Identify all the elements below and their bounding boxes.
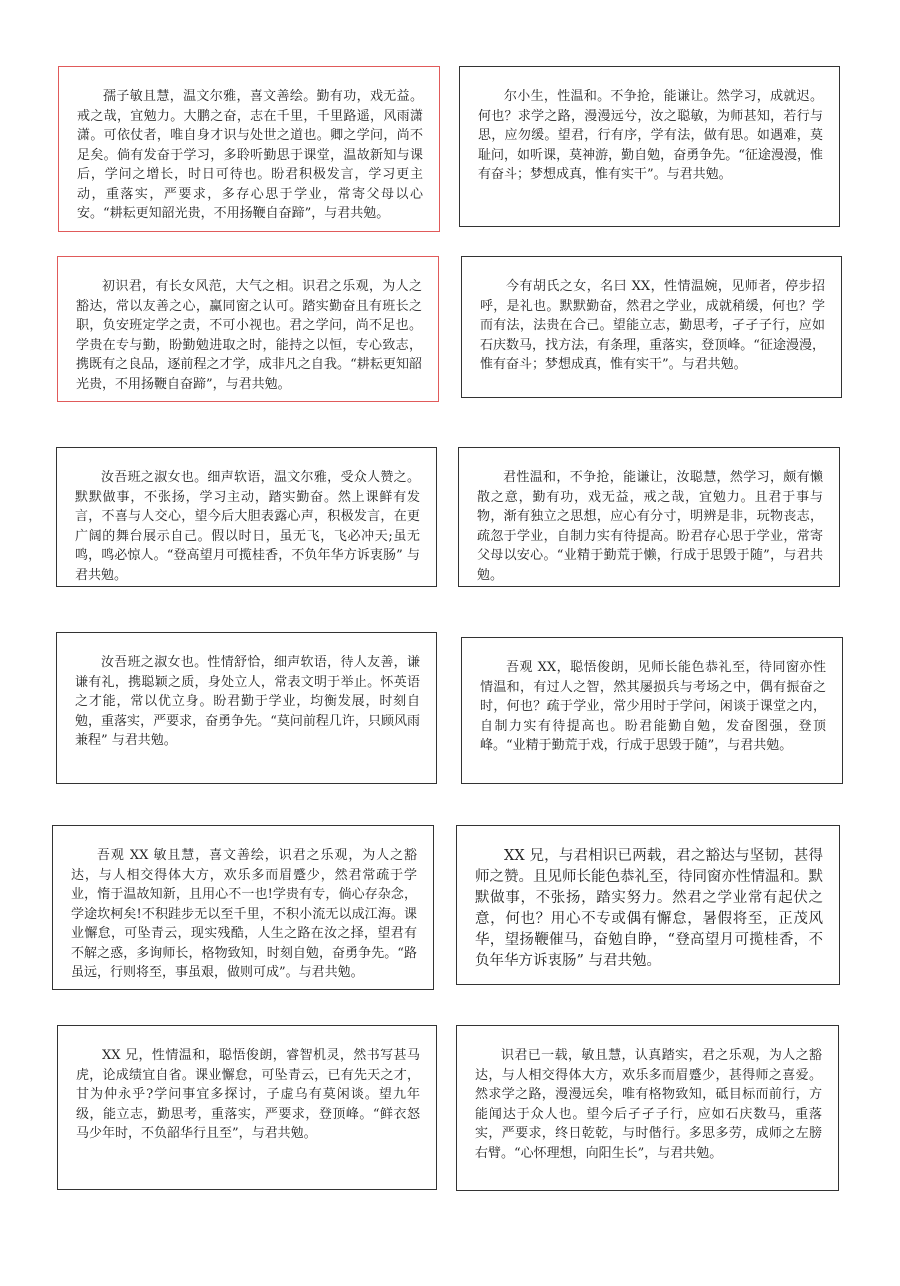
comment-card-3 (57, 256, 439, 402)
comment-card-8 (461, 637, 843, 784)
comment-text: 识君已一载，敏且慧，认真踏实，君之乐观，为人之豁达，与人相交得体大方，欢乐多而眉蹙少，甚得师之喜爱。然求学之路，漫漫远矣，唯有格物致知，砥目标而前行，方能闻达于众人也。望今后孑孑子行，应如石庆数马，重落实，严要求，终日乾乾，与时偕行。多思多劳，成师之左膀右臂。“心怀理想，向阳生长”，与君共勉。 (475, 1048, 822, 1161)
comment-text: 吾观 XX，聪悟俊朗，见师长能色恭礼至，待同窗亦性情温和，有过人之智，然其屡损兵与考场之中，偶有振奋之时，何也？疏于学业，常少用时于学问，闲谈于课堂之内，自制力实有待提高也。盼君能勤自勉，发奋图强，登顶峰。“业精于勤荒于戏，行成于思毁于随”，与君共勉。 (480, 660, 826, 753)
comment-card-1 (58, 66, 440, 232)
comment-text: 君性温和，不争抢，能谦让，汝聪慧，然学习，颇有懒散之意，勤有功，戏无益，戒之哉，宜勉力。且君于事与物，渐有独立之思想，应心有分寸，明辨是非，玩物丧志，疏忽于学业，自制力实有待提高。盼君存心思于学业，常寄父母以安心。“业精于勤荒于懒，行成于思毁于随”，与君共勉。 (477, 470, 823, 583)
comment-card-6 (458, 447, 840, 587)
comment-card-2 (459, 66, 840, 227)
comment-text: 汝吾班之淑女也。细声软语，温文尔雅，受众人赞之。默默做事，不张扬，学习主动，踏实勤奋。然上课鲜有发言，不喜与人交心，望今后大胆表露心声，积极发言，在更广阔的舞台展示自己。假以时日，虽无飞，飞必冲天;虽无鸣，鸣必惊人。“登高望月可揽桂香，不负年华方诉衷肠” 与君共勉。 (75, 470, 420, 583)
comment-text: XX 兄，与君相识已两载，君之豁达与坚韧，甚得师之赞。且见师长能色恭礼至，待同窗亦性情温和。默默做事，不张扬，踏实努力。然君之学业常有起伏之意，何也？用心不专或偶有懈怠，暑假将至，正茂风华，望扬鞭催马，奋勉自睁，“登高望月可揽桂香，不负年华方诉衷肠” 与君共勉。 (475, 848, 823, 969)
comment-text: 今有胡氏之女，名曰 XX，性情温婉，见师者，停步招呼，是礼也。默默勤奋，然君之学业，成就稍缓，何也？学而有法，法贵在合己。望能立志，勤思考，孑孑子行，应如石庆数马，找方法，有条理，重落实，登顶峰。“征途漫漫，惟有奋斗；梦想成真，惟有实干”。与君共勉。 (480, 279, 825, 372)
comment-card-10 (456, 825, 840, 985)
comment-text: 尔小生，性温和。不争抢，能谦让。然学习，成就迟。何也？求学之路，漫漫远兮，汝之聪敏，为师甚知，若行与思，应勿缓。望君，行有序，学有法，做有思。如遇难，莫耻问，如听课，莫神游，勤自勉，奋勇争先。“征途漫漫，惟有奋斗；梦想成真，惟有实干”。与君共勉。 (478, 89, 823, 182)
comment-text: 汝吾班之淑女也。性情舒恰，细声软语，待人友善，谦谦有礼，携聪颖之质，身处立人，常表文明于举止。怀英语之才能，常以优立身。盼君勤于学业，均衡发展，时刻自勉，重落实，严要求，奋勇争先。“莫问前程几许，只顾风雨兼程” 与君共勉。 (75, 655, 420, 748)
comment-card-11 (57, 1025, 437, 1190)
comment-text: XX 兄，性情温和，聪悟俊朗，睿智机灵，然书写甚马虎，论成绩宜自省。课业懈怠，可坠青云，已有先天之才，甘为仲永乎?学问事宜多探讨，子虚乌有莫闲谈。望九年级，能立志，勤思考，重落实，严要求，登顶峰。“鲜衣怒马少年时，不负韶华行且至”，与君共勉。 (76, 1048, 420, 1141)
comment-card-12 (456, 1025, 839, 1191)
comment-text: 初识君，有长女风范，大气之相。识君之乐观，为人之豁达，常以友善之心，赢同窗之认可。踏实勤奋且有班长之职，负安班定学之责，不可小视也。君之学问，尚不足也。学贵在专与勤，盼勤勉进取之时，能持之以恒，专心致志，携既有之良品，逐前程之才学，成非凡之自我。“耕耘更知韶光贵，不用扬鞭自奋蹄”，与君共勉。 (76, 279, 422, 392)
comment-card-7 (56, 632, 437, 784)
comment-card-4 (461, 256, 842, 398)
comment-card-9 (52, 825, 434, 990)
comment-text: 孺子敏且慧，温文尔雅，喜文善绘。勤有功，戏无益。戒之哉，宜勉力。大鹏之奋，志在千里，千里路遥，风雨潇潇。可依仗者，唯自身才识与处世之道也。卿之学问，尚不足矣。倘有发奋于学习，多聆听勤思于课堂，温故新知与课后，学问之增长，时日可待也。盼君积极发言，学习更主动，重落实，严要求，多存心思于学业，常寄父母以心安。“耕耘更知韶光贵，不用扬鞭自奋蹄”，与君共勉。 (77, 89, 423, 221)
comment-text: 吾观 XX 敏且慧，喜文善绘，识君之乐观，为人之豁达，与人相交得体大方，欢乐多而眉蹙少，然君常疏于学业，惰于温故知新，且用心不一也!学贵有专，倘心存杂念，学途坎柯矣!不积跬步无以至千里，不积小流无以成江海。课业懈怠，可坠青云，现实残酷，人生之路在汝之择，望君有不解之惑，多询师长，格物致知，时刻自勉，奋勇争先。“路虽远，行则将至，事虽艰，做则可成”。与君共勉。 (71, 848, 417, 980)
comment-card-5 (56, 447, 437, 587)
